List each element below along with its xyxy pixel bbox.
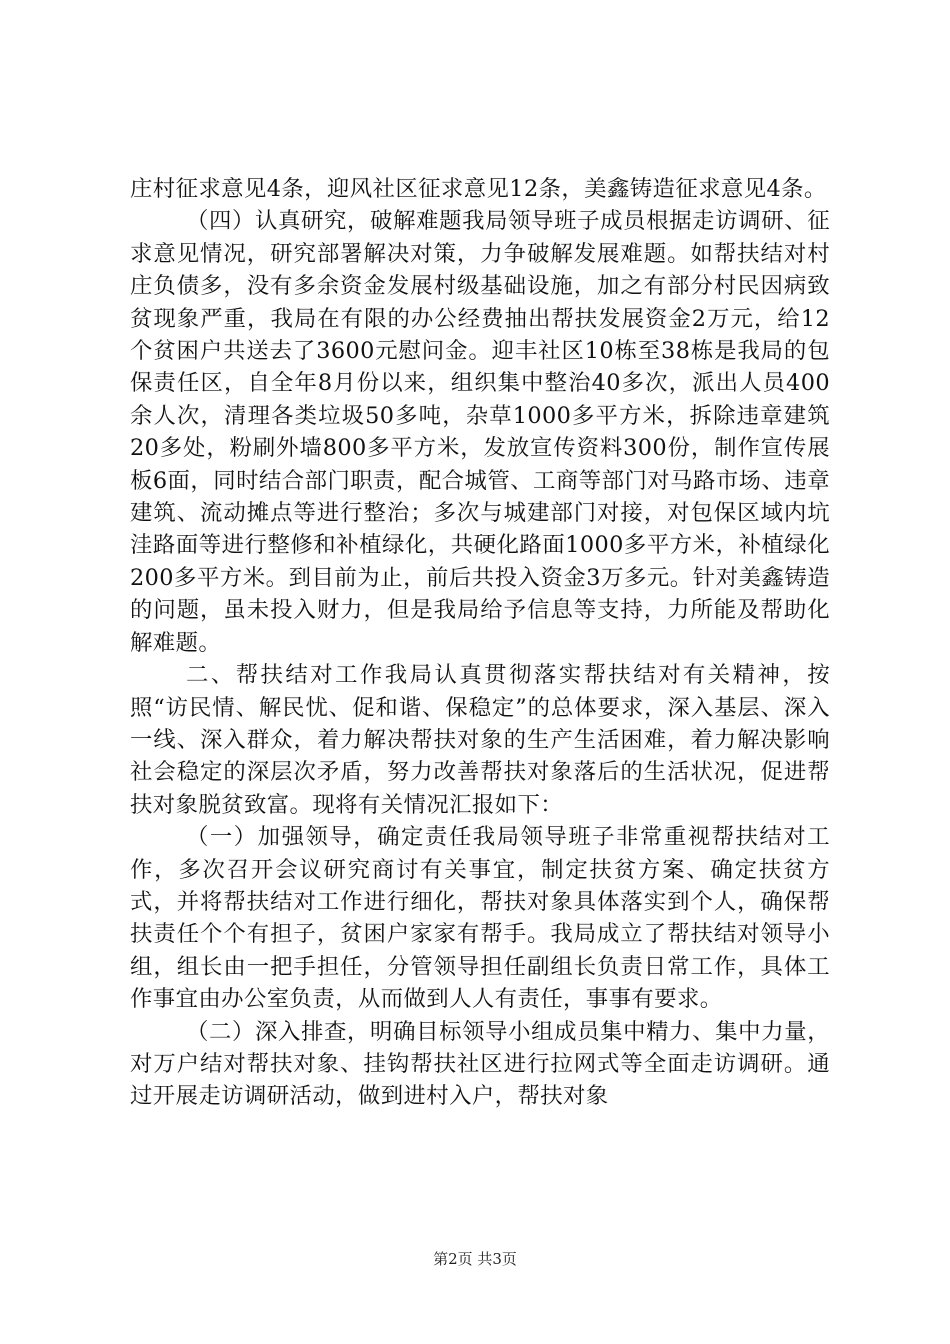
document-body: [130, 173, 830, 1113]
paragraph-section-1-leadership: （一）加强领导，确定责任我局领导班子非常重视帮扶结对工作，多次召开会议研究商讨有关事宜，制定扶贫方案、确定扶贫方式，并将帮扶结对工作进行细化，帮扶对象具体落实到个人，确保帮扶责任个个有担子，贫困户家家有帮手。我局成立了帮扶结对领导小组，组长由一把手担任，分管领导担任副组长负责日常工作，具体工作事宜由办公室负责，从而做到人人有责任，事事有要求。: [130, 824, 830, 1013]
paragraph-section-4-research: （四）认真研究，破解难题我局领导班子成员根据走访调研、征求意见情况，研究部署解决对策，力争破解发展难题。如帮扶结对村庄负债多，没有多余资金发展村级基础设施，加之有部分村民因病致贫现象严重，我局在有限的办公经费抽出帮扶发展资金2万元，给12个贫困户共送去了3600元慰问金。迎丰社区10栋至38栋是我局的包保责任区，自全年8月份以来，组织集中整治40多次，派出人员400余人次，清理各类垃圾50多吨，杂草1000多平方米，拆除违章建筑20多处，粉刷外墙800多平方米，发放宣传资料300份，制作宣传展板6面，同时结合部门职责，配合城管、工商等部门对马路市场、违章建筑、流动摊点等进行整治；多次与城建部门对接，对包保区域内坑洼路面等进行整修和补植绿化，共硬化路面1000多平方米，补植绿化200多平方米。到目前为止，前后共投入资金3万多元。针对美鑫铸造的问题，虽未投入财力，但是我局给予信息等支持，力所能及帮助化解难题。: [130, 208, 830, 656]
paragraph-continued: 庄村征求意见4条，迎风社区征求意见12条，美鑫铸造征求意见4条。: [130, 176, 827, 202]
page-footer: 第2页 共3页: [433, 1250, 517, 1268]
paragraph-part-2-pairing-work: 二、帮扶结对工作我局认真贯彻落实帮扶结对有关精神，按照“访民情、解民忧、促和谐、保稳定”的总体要求，深入基层、深入一线、深入群众，着力解决帮扶对象的生产生活困难，着力解决影响社会稳定的深层次矛盾，努力改善帮扶对象落后的生活状况，促进帮扶对象脱贫致富。现将有关情况汇报如下：: [130, 662, 830, 818]
paragraph-section-2-investigation: （二）深入排查，明确目标领导小组成员集中精力、集中力量，对万户结对帮扶对象、挂钩帮扶社区进行拉网式等全面走访调研。通过开展走访调研活动，做到进村入户，帮扶对象: [130, 1018, 830, 1110]
